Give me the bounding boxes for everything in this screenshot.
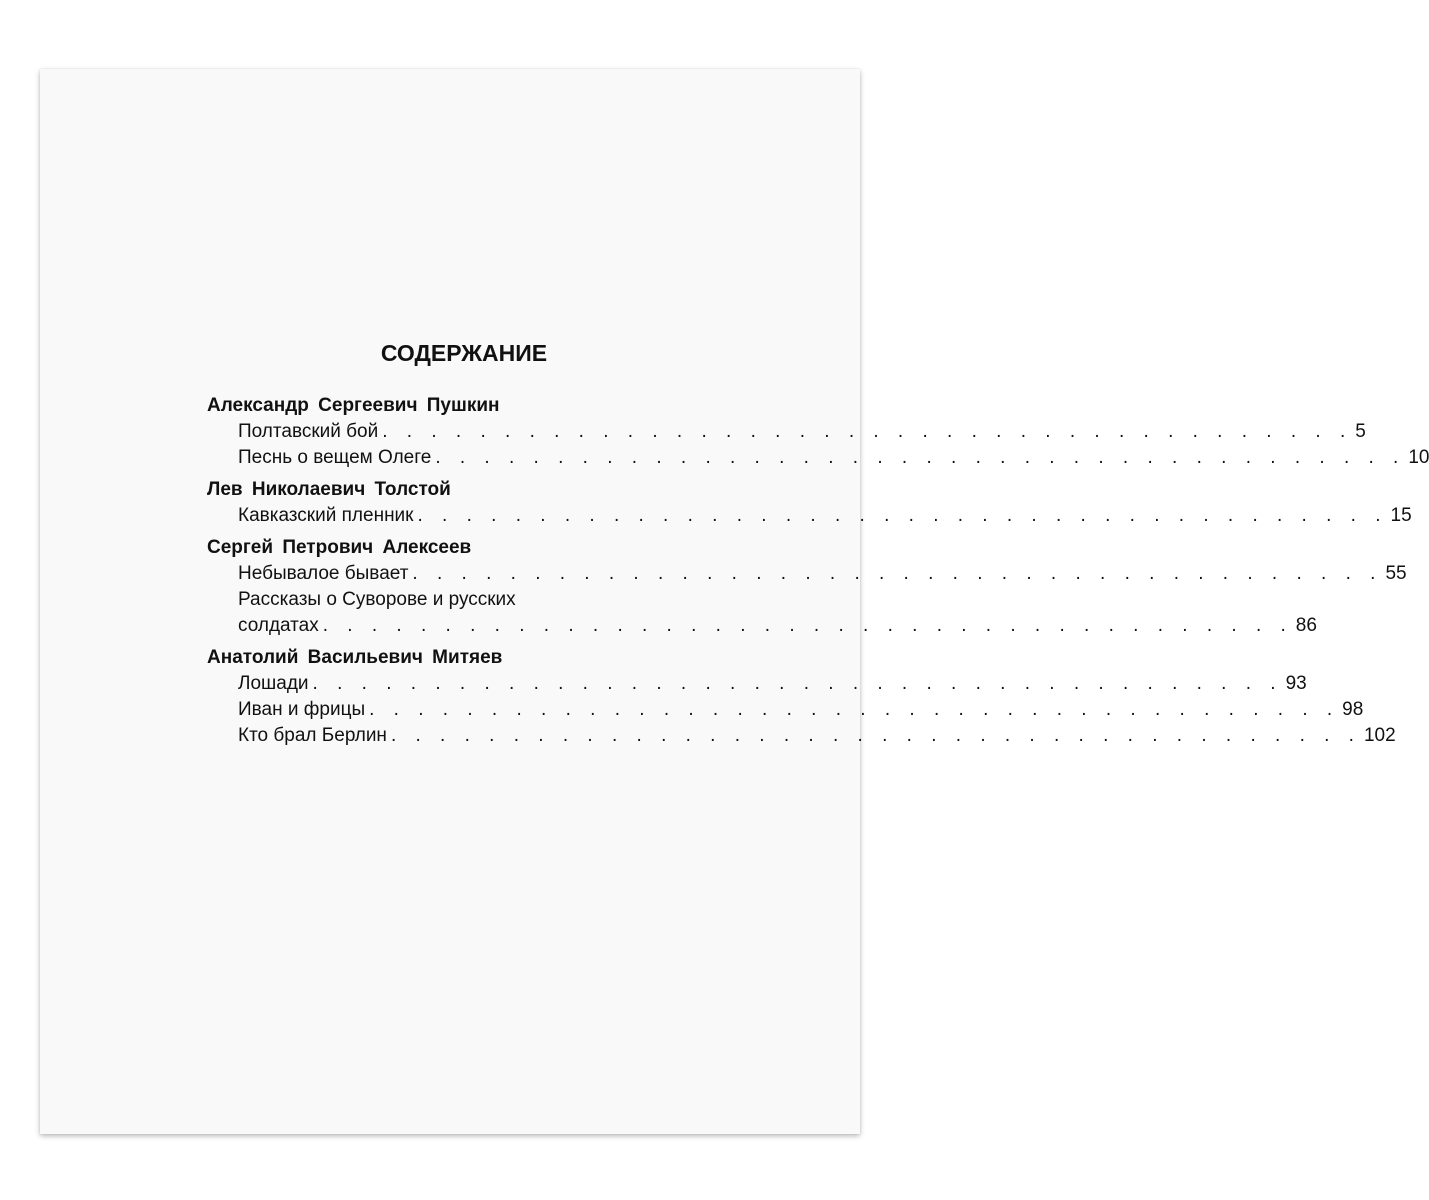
toc-page-number: 98 [1342,699,1364,720]
dot-leader: . . . . . . . . . . . . . . . . . . . . . . . . . . . . . . . . . . . . . . . . [382,421,1353,442]
toc-entry-title: Небывалое бывает [238,563,409,584]
toc-author: Сергей Петрович Алексеев [207,537,472,558]
toc-entry-title: солдатах [238,615,319,636]
dot-leader: . . . . . . . . . . . . . . . . . . . . . . . . . . . . . . . . . . . . . . . . [435,447,1406,468]
toc-author: Александр Сергеевич Пушкин [207,395,500,416]
toc-entry-title: Кавказский пленник [238,505,414,526]
toc-entry-title: Лошади [238,673,309,694]
table-of-contents [207,333,1429,749]
toc-page-number: 10 [1408,447,1429,468]
dot-leader: . . . . . . . . . . . . . . . . . . . . . . . . . . . . . . . . . . . . . . . . [312,673,1283,694]
toc-entry-title: Песнь о вещем Олеге [238,447,432,468]
toc-page-number: 5 [1355,421,1366,442]
toc-entry[interactable] [238,419,1366,445]
toc-entry[interactable] [238,445,1429,471]
toc-entry[interactable] [238,723,1396,749]
toc-page-number: 102 [1363,725,1396,746]
toc-entry-title: Кто брал Берлин [238,725,387,746]
toc-heading: СОДЕРЖАНИЕ [380,340,548,366]
toc-entry-title-line1: Рассказы о Суворове и русских [238,589,516,610]
toc-page-number: 86 [1295,615,1317,636]
dot-leader: . . . . . . . . . . . . . . . . . . . . . . . . . . . . . . . . . . . . . . . . [390,725,1361,746]
toc-entry[interactable] [238,561,1407,587]
toc-entry-title: Иван и фрицы [238,699,366,720]
toc-author: Анатолий Васильевич Митяев [207,647,503,668]
dot-leader: . . . . . . . . . . . . . . . . . . . . . . . . . . . . . . . . . . . . . . . . [417,505,1388,526]
toc-entry[interactable] [238,671,1307,697]
dot-leader: . . . . . . . . . . . . . . . . . . . . . . . . . . . . . . . . . . . . . . . . [322,615,1293,636]
toc-author: Лев Николаевич Толстой [207,479,451,500]
toc-entry-title: Полтавский бой [238,421,379,442]
dot-leader: . . . . . . . . . . . . . . . . . . . . . . . . . . . . . . . . . . . . . . . . [412,563,1383,584]
toc-page-number: 93 [1285,673,1307,694]
toc-entry[interactable] [238,697,1364,723]
toc-page-number: 55 [1385,563,1407,584]
toc-page-number: 15 [1390,505,1412,526]
toc-entry[interactable] [238,503,1412,529]
dot-leader: . . . . . . . . . . . . . . . . . . . . . . . . . . . . . . . . . . . . . . . . [369,699,1340,720]
toc-entry[interactable] [238,587,1317,639]
